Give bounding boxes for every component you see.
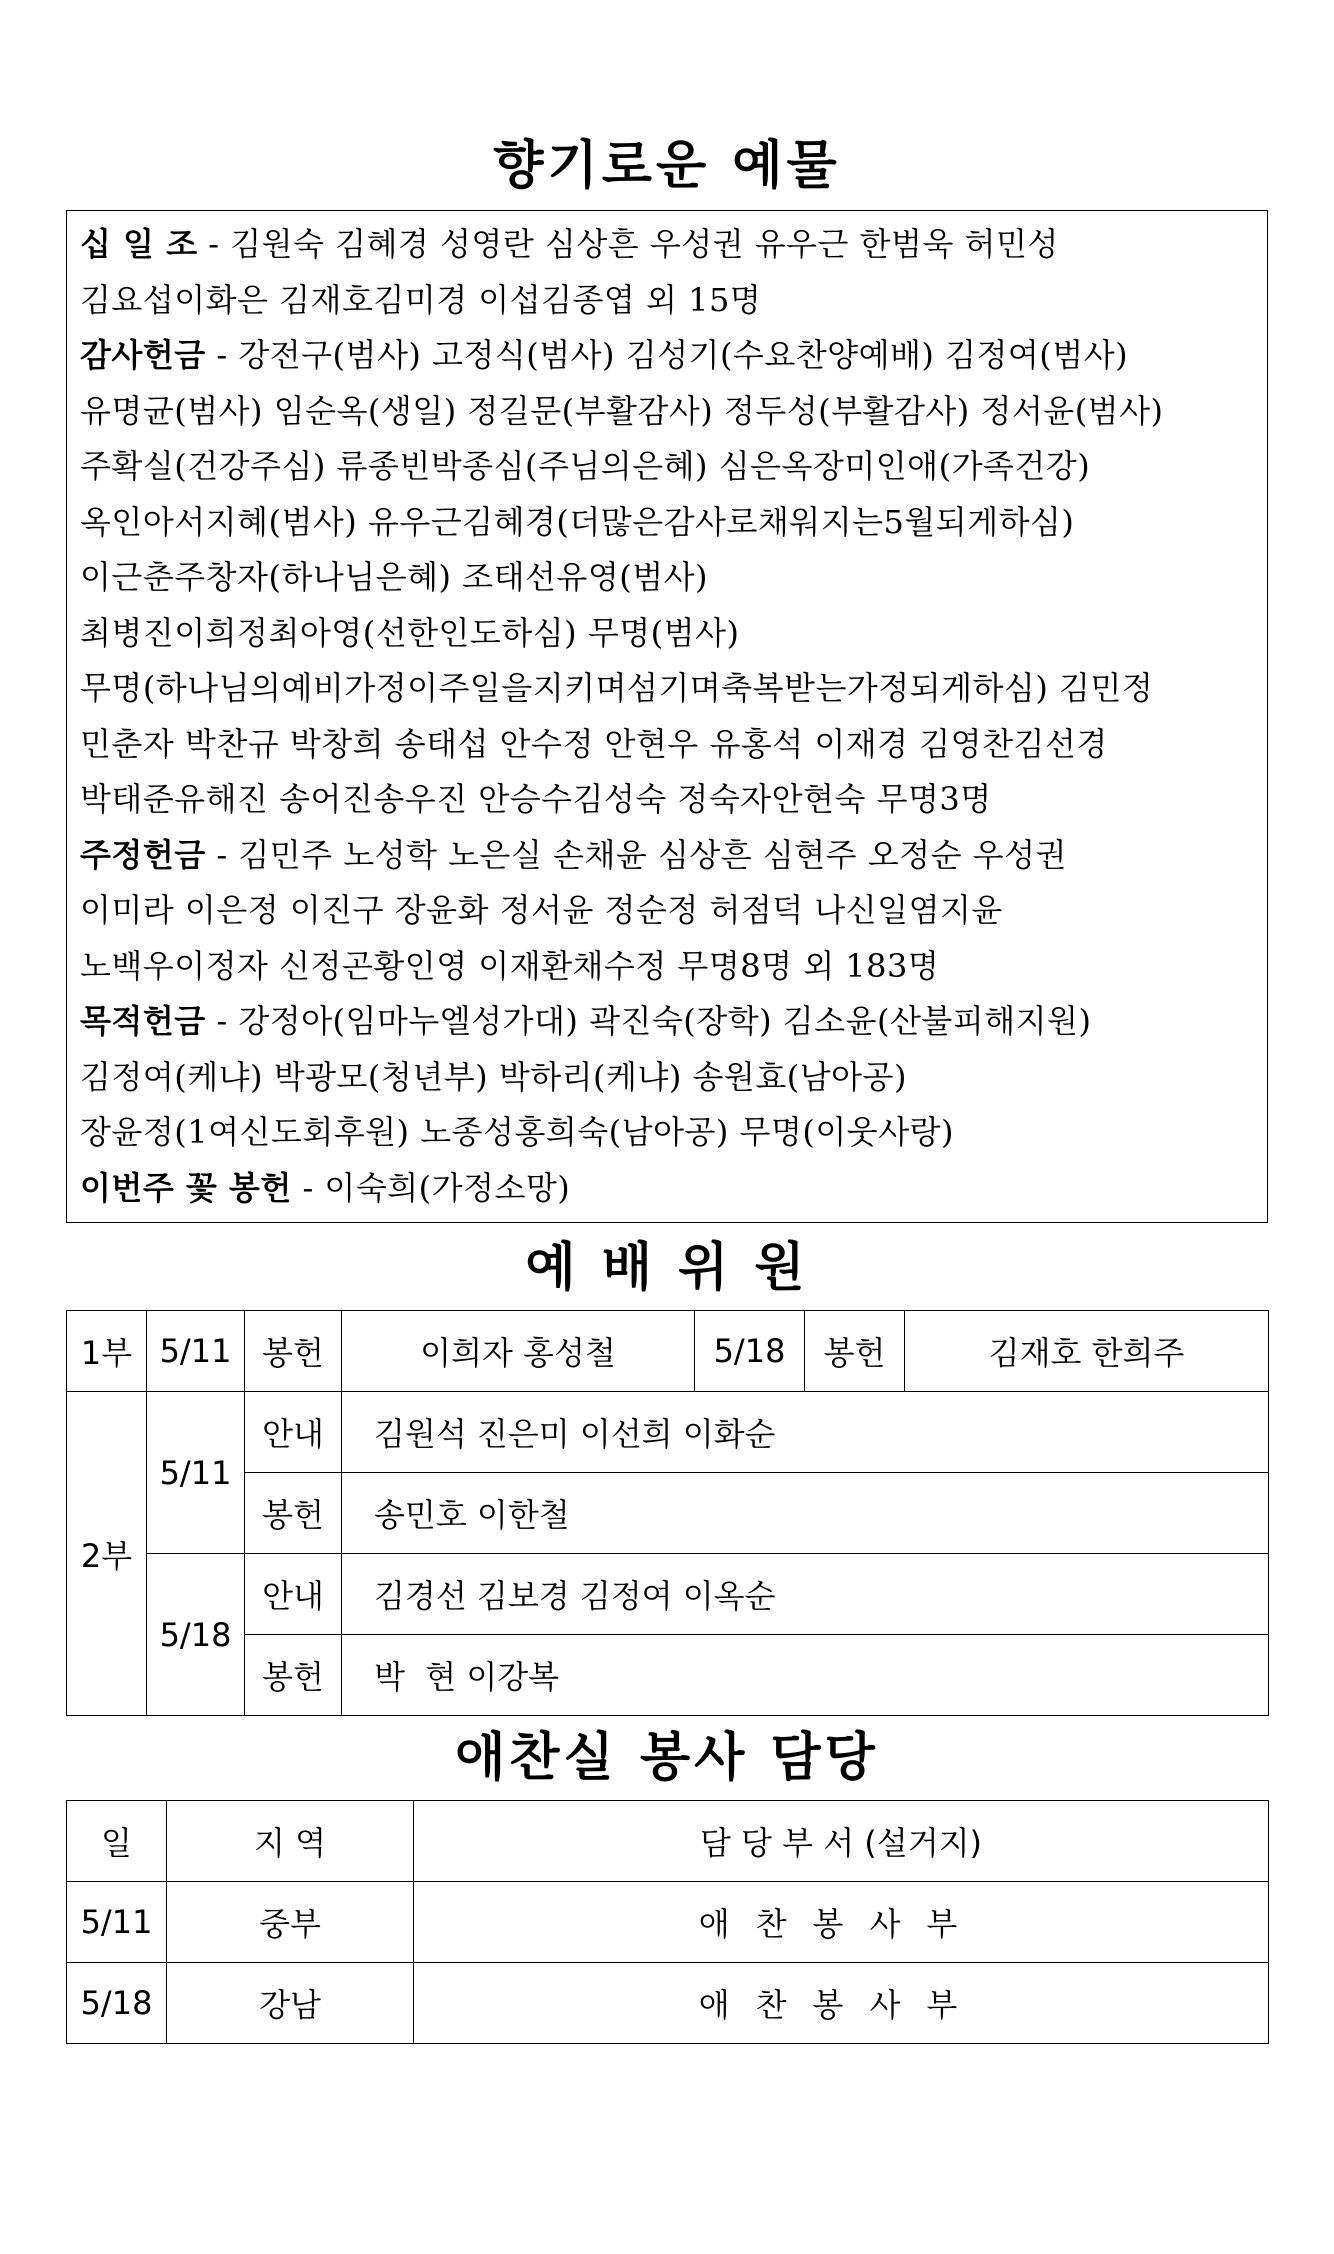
offering-text: - 김원숙 김혜경 성영란 심상흔 우성권 유우근 한범욱 허민성 xyxy=(197,225,1059,263)
offering-text: 노백우이정자 신정곤황인영 이재환채수정 무명8명 외 183명 xyxy=(80,946,940,985)
role-cell: 봉헌 xyxy=(245,1473,342,1554)
kitchen-service-table xyxy=(66,1800,1269,2044)
table-row xyxy=(67,1473,1269,1554)
offering-line xyxy=(80,1161,1267,1217)
offerings-title: 향기로운 예물 xyxy=(493,136,841,196)
names-cell: 김재호 한희주 xyxy=(905,1311,1269,1392)
date-cell: 5/11 xyxy=(147,1311,245,1392)
offering-line xyxy=(80,772,1267,828)
column-header: 일 xyxy=(67,1801,167,1882)
offering-text: 박태준유해진 송어진송우진 안승수김성숙 정숙자안현숙 무명3명 xyxy=(80,780,992,818)
date-cell: 5/18 xyxy=(695,1311,805,1392)
offering-label: 감사헌금 xyxy=(80,336,206,374)
offering-line xyxy=(80,217,1267,273)
offering-text: 김정여(케냐) 박광모(청년부) 박하리(케냐) 송원효(남아공) xyxy=(80,1057,907,1096)
offering-line xyxy=(80,661,1267,717)
names-cell: 김원석 진은미 이선희 이화순 xyxy=(342,1392,1269,1473)
service-label: 2부 xyxy=(67,1392,147,1716)
names-cell: 이희자 홍성철 xyxy=(342,1311,695,1392)
table-header-row xyxy=(67,1801,1269,1882)
role-cell: 안내 xyxy=(245,1392,342,1473)
department-cell: 애찬봉사부 xyxy=(414,1963,1269,2044)
offering-label: 십 일 조 xyxy=(80,225,198,263)
offering-text: 주확실(건강주심) 류종빈박종심(주님의은혜) 심은옥장미인애(가족건강) xyxy=(80,447,1091,485)
date-cell: 5/11 xyxy=(147,1392,245,1554)
offering-text: 김요섭이화은 김재호김미경 이섭김종엽 외 15명 xyxy=(80,280,762,319)
department-cell: 애찬봉사부 xyxy=(414,1882,1269,1963)
offering-line xyxy=(80,439,1267,495)
role-cell: 봉헌 xyxy=(245,1311,342,1392)
offering-line xyxy=(80,883,1267,939)
table-row xyxy=(67,1311,1269,1392)
table-row xyxy=(67,1554,1269,1635)
role-cell: 봉헌 xyxy=(805,1311,905,1392)
column-header: 담 당 부 서 (설거지) xyxy=(414,1801,1269,1882)
offering-line xyxy=(80,328,1267,384)
offering-text: 무명(하나님의예비가정이주일을지키며섬기며축복받는가정되게하심) 김민정 xyxy=(80,669,1154,707)
table-row xyxy=(67,1882,1269,1963)
offering-text: 이미라 이은정 이진구 장윤화 정서윤 정순정 허점덕 나신일염지윤 xyxy=(80,891,1003,929)
offering-text: 이근춘주창자(하나님은혜) 조태선유영(범사) xyxy=(80,558,709,596)
region-cell: 중부 xyxy=(167,1882,414,1963)
names-cell: 김경선 김보경 김정여 이옥순 xyxy=(342,1554,1269,1635)
offering-line xyxy=(80,495,1267,551)
table-row xyxy=(67,1635,1269,1716)
role-cell: 안내 xyxy=(245,1554,342,1635)
offering-text: - 김민주 노성학 노은실 손채윤 심상흔 심현주 오정순 우성권 xyxy=(205,835,1067,874)
date-cell: 5/18 xyxy=(147,1554,245,1716)
role-cell: 봉헌 xyxy=(245,1635,342,1716)
offering-label: 이번주 꽃 봉헌 xyxy=(80,1168,292,1207)
offering-line xyxy=(80,1105,1267,1161)
kitchen-title: 애찬실 봉사 담당 xyxy=(455,1728,879,1788)
offerings-box xyxy=(66,210,1268,1223)
offering-line xyxy=(80,828,1267,884)
offering-text: 민춘자 박찬규 박창희 송태섭 안수정 안현우 유홍석 이재경 김영찬김선경 xyxy=(80,724,1108,763)
service-label: 1부 xyxy=(67,1311,147,1392)
offering-text: 유명균(범사) 임순옥(생일) 정길문(부활감사) 정두성(부활감사) 정서윤(범사) xyxy=(80,391,1164,430)
offering-line xyxy=(80,994,1267,1050)
worship-title: 예 배 위 원 xyxy=(525,1238,809,1298)
offering-text: - 강정아(임마누엘성가대) 곽진숙(장학) 김소윤(산불피해지원) xyxy=(205,1002,1092,1040)
offering-line xyxy=(80,384,1267,440)
offering-line xyxy=(80,939,1267,995)
offering-text: 최병진이희정최아영(선한인도하심) 무명(범사) xyxy=(80,613,740,652)
offering-line xyxy=(80,717,1267,773)
offering-line xyxy=(80,1050,1267,1106)
offering-line xyxy=(80,606,1267,662)
date-cell: 5/18 xyxy=(67,1963,167,2044)
offering-label: 주정헌금 xyxy=(80,835,206,874)
offering-text: 옥인아서지혜(범사) 유우근김혜경(더많은감사로채워지는5월되게하심) xyxy=(80,502,1075,541)
offering-label: 목적헌금 xyxy=(80,1002,206,1040)
table-row xyxy=(67,1963,1269,2044)
table-row xyxy=(67,1392,1269,1473)
offering-line xyxy=(80,550,1267,606)
offering-line xyxy=(80,273,1267,329)
names-cell: 박 현 이강복 xyxy=(342,1635,1269,1716)
offering-text: 장윤정(1여신도회후원) 노종성홍희숙(남아공) 무명(이웃사랑) xyxy=(80,1113,954,1151)
region-cell: 강남 xyxy=(167,1963,414,2044)
offering-text: - 강전구(범사) 고정식(범사) 김성기(수요찬양예배) 김정여(범사) xyxy=(205,336,1129,374)
names-cell: 송민호 이한철 xyxy=(342,1473,1269,1554)
column-header: 지 역 xyxy=(167,1801,414,1882)
offering-text: - 이숙희(가정소망) xyxy=(291,1168,571,1207)
date-cell: 5/11 xyxy=(67,1882,167,1963)
worship-committee-table xyxy=(66,1310,1269,1716)
